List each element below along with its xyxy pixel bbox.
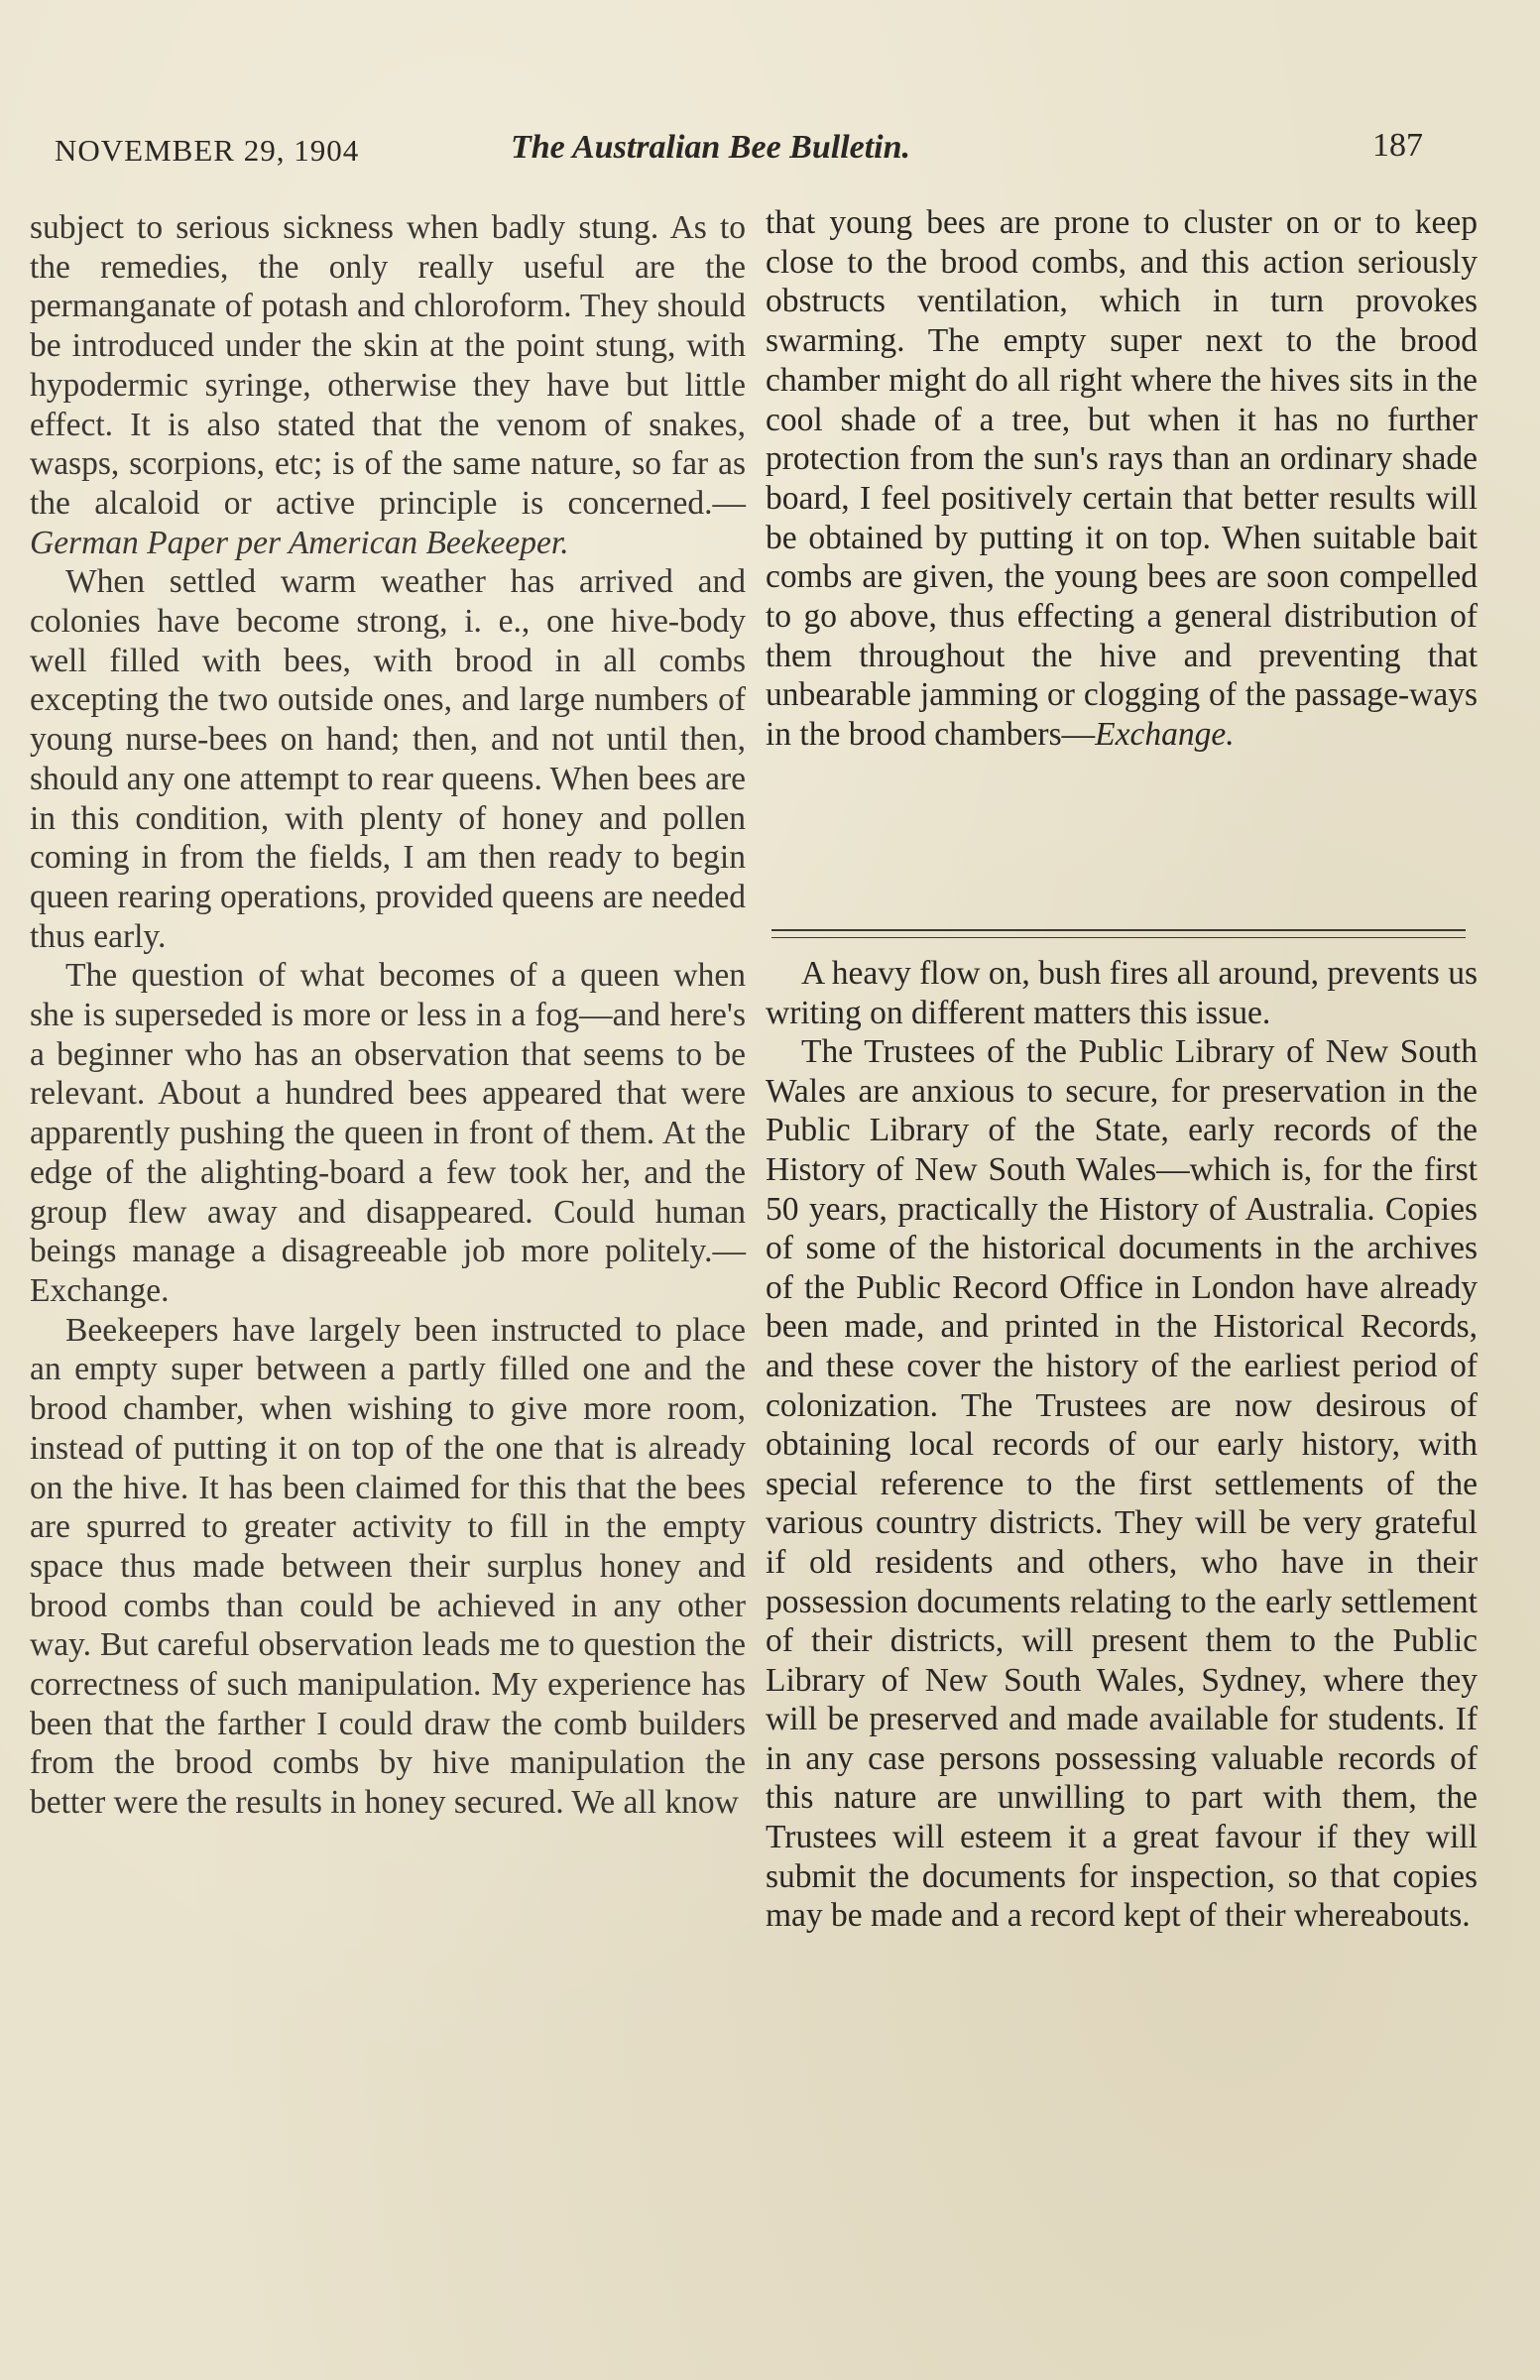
section-divider bbox=[771, 929, 1466, 931]
source-citation: Exchange. bbox=[1095, 716, 1235, 754]
page-header bbox=[55, 127, 1423, 177]
editorial-notes bbox=[766, 954, 1478, 1936]
article-paragraph: The question of what becomes of a queen when she is superseded is more or less in a fog—and here's a beginner who has an observation that seems to be relevant. About a hundred bees appeared that were apparently pushing the queen in front of them. At the edge of the alighting-board a few took her, and the group flew away and disappeared. Could human beings manage a disagreeable job more politely.—Exchange. bbox=[30, 957, 746, 1309]
article-paragraph bbox=[30, 208, 746, 562]
page-number: 187 bbox=[1372, 127, 1423, 164]
article-paragraph: Beekeepers have largely been instructed to place an empty super between a partly filled one and the brood chamber, when wishing to give more room, instead of putting it on top of the one that is already on the hive. It has been claimed for this that the bees are spurred to greater activity to fill in the empty space thus made between their surplus honey and brood combs than could be achieved in any other way. But careful observation leads me to question the correctness of such manipulation. My experience has been that the farther I could draw the comb builders from the brood combs by hive manipulation the better were the results in honey secured. We all know bbox=[30, 1311, 746, 1822]
right-column bbox=[766, 203, 1478, 755]
section-divider bbox=[771, 937, 1466, 938]
source-citation: German Paper per American Beekeeper. bbox=[30, 524, 569, 561]
article-paragraph: The Trustees of the Public Library of New South Wales are anxious to secure, for preservation in the Public Library of the State, early records of the History of New South Wales—which is, for the first 50 years, practically the History of Australia. Copies of some of the historical documents in the archives of the Public Record Office in London have already been made, and printed in the Historical Records, and these cover the history of the earliest period of colonization. The Trustees are now desirous of obtaining local records of our early history, with special reference to the first settlements of the various country districts. They will be very grateful if old residents and others, who have in their possession documents relating to the early settlement of their districts, will present them to the Public Library of New South Wales, Sydney, where they will be preserved and made available for students. If in any case persons possessing valuable records of this nature are unwilling to part with them, the Trustees will esteem it a great favour if they will submit the documents for inspection, so that copies may be made and a record kept of their whereabouts. bbox=[766, 1033, 1478, 1935]
publication-title: The Australian Bee Bulletin. bbox=[511, 129, 911, 166]
left-column bbox=[30, 208, 746, 1823]
article-paragraph: When settled warm weather has arrived and colonies have become strong, i. e., one hive-body well filled with bees, with brood in all combs excepting the two outside ones, and large numbers of young nurse-bees on hand; then, and not until then, should any one attempt to rear queens. When bees are in this condition, with plenty of honey and pollen coming in from the fields, I am then ready to begin queen rearing operations, provided queens are needed thus early. bbox=[30, 563, 746, 955]
paragraph-text: subject to serious sickness when badly stung. As to the remedies, the only really useful are the permanganate of potash and chloroform. They should be introduced under the skin at the point stung, with hypodermic syringe, otherwise they have but little effect. It is also stated that the venom of snakes, wasps, scorpions, etc; is of the same nature, so far as the alcaloid or active principle is concerned.— bbox=[30, 209, 746, 522]
issue-date: NOVEMBER 29, 1904 bbox=[55, 133, 360, 168]
paragraph-text: that young bees are prone to cluster on or to keep close to the brood combs, and this action seriously obstructs ventilation, which in turn provokes swarming. The empty super next to the brood chamber might do all right where the hives sits in the cool shade of a tree, but when it has no further protection from the sun's rays than an ordinary shade board, I feel positively certain that better results will be obtained by putting it on top. When suitable bait combs are given, the young bees are soon compelled to go above, thus effecting a general distribution of them throughout the hive and preventing that unbearable jamming or clogging of the passage-ways in the brood chambers— bbox=[766, 204, 1478, 754]
article-paragraph bbox=[766, 203, 1478, 755]
article-paragraph: A heavy flow on, bush fires all around, prevents us writing on different matters this issue. bbox=[766, 955, 1478, 1031]
